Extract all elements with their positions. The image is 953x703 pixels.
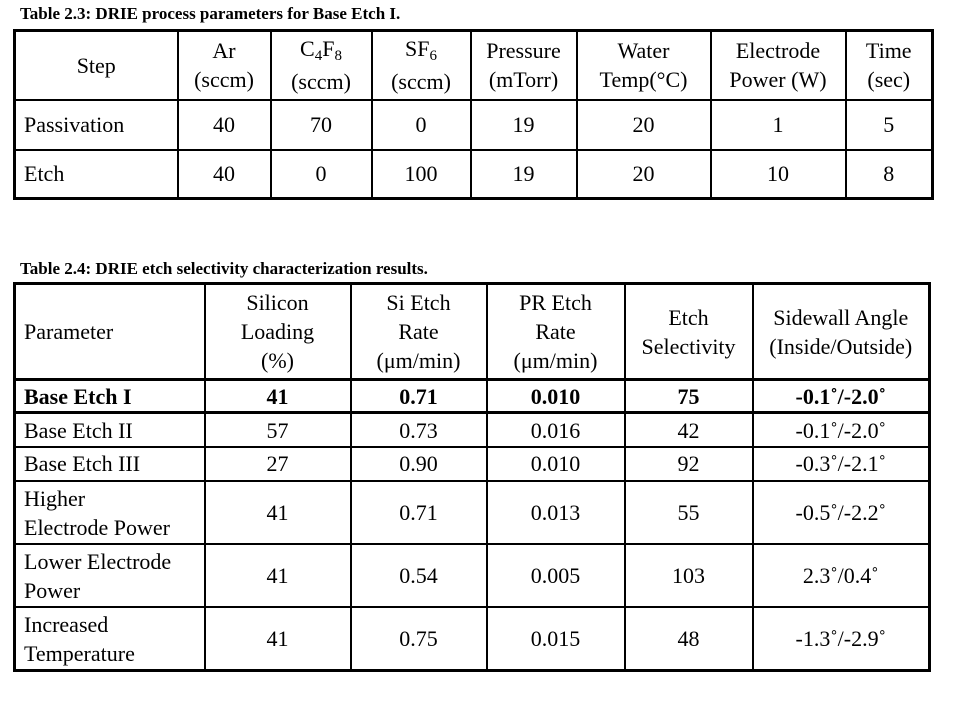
table-cell: 100 xyxy=(372,150,471,199)
process-parameters-table xyxy=(13,29,934,200)
table-row xyxy=(15,100,933,150)
table-cell: -0.1˚/-2.0˚ xyxy=(753,380,930,413)
table-cell: 0.010 xyxy=(487,447,625,481)
table-cell: -0.3˚/-2.1˚ xyxy=(753,447,930,481)
table-cell: 0 xyxy=(271,150,372,199)
table-cell: 75 xyxy=(625,380,753,413)
table-cell: 92 xyxy=(625,447,753,481)
header-ar: Ar (sccm) xyxy=(178,31,271,100)
table-cell: -0.1˚/-2.0˚ xyxy=(753,413,930,447)
table-cell: 27 xyxy=(205,447,351,481)
table-row xyxy=(15,150,933,199)
table-row xyxy=(15,380,930,413)
table-cell: 41 xyxy=(205,544,351,607)
table1-header-row xyxy=(15,31,933,100)
table1-caption: Table 2.3: DRIE process parameters for Base Etch I. xyxy=(20,4,401,23)
table-cell: 20 xyxy=(577,100,711,150)
table-cell: 40 xyxy=(178,100,271,150)
table-cell: 70 xyxy=(271,100,372,150)
table-cell: 19 xyxy=(471,150,577,199)
header-etch-selectivity: Etch Selectivity xyxy=(625,284,753,380)
table-cell: 55 xyxy=(625,481,753,544)
step-name: Etch xyxy=(15,150,178,199)
header-sf6: SF6 (sccm) xyxy=(372,31,471,100)
header-time: Time (sec) xyxy=(846,31,933,100)
table2-caption: Table 2.4: DRIE etch selectivity characterization results. xyxy=(20,259,428,278)
table-cell: 0.54 xyxy=(351,544,487,607)
table-cell: 0.010 xyxy=(487,380,625,413)
header-step: Step xyxy=(15,31,178,100)
table-cell: 0 xyxy=(372,100,471,150)
table-cell: 40 xyxy=(178,150,271,199)
table-cell: 5 xyxy=(846,100,933,150)
table-cell: 103 xyxy=(625,544,753,607)
table-cell: 0.016 xyxy=(487,413,625,447)
table-cell: 0.005 xyxy=(487,544,625,607)
table-cell: 1 xyxy=(711,100,846,150)
table-cell: 0.75 xyxy=(351,607,487,670)
table-cell: -0.5˚/-2.2˚ xyxy=(753,481,930,544)
table-cell: 0.015 xyxy=(487,607,625,670)
table-cell: 0.71 xyxy=(351,380,487,413)
table-row xyxy=(15,447,930,481)
header-si-etch-rate: Si Etch Rate (μm/min) xyxy=(351,284,487,380)
header-water-temp: Water Temp(°C) xyxy=(577,31,711,100)
table-cell: 2.3˚/0.4˚ xyxy=(753,544,930,607)
table-row xyxy=(15,413,930,447)
header-sidewall-angle: Sidewall Angle (Inside/Outside) xyxy=(753,284,930,380)
parameter-name: Base Etch II xyxy=(15,413,205,447)
etch-selectivity-table xyxy=(13,282,931,672)
parameter-name: Increased Temperature xyxy=(15,607,205,670)
table-cell: 8 xyxy=(846,150,933,199)
table-cell: 41 xyxy=(205,481,351,544)
table-cell: 41 xyxy=(205,380,351,413)
parameter-name: Lower Electrode Power xyxy=(15,544,205,607)
table-row xyxy=(15,607,930,670)
table-cell: 10 xyxy=(711,150,846,199)
parameter-name: Base Etch III xyxy=(15,447,205,481)
parameter-name: Base Etch I xyxy=(15,380,205,413)
header-c4f8: C4F8 (sccm) xyxy=(271,31,372,100)
table-cell: 41 xyxy=(205,607,351,670)
header-pr-etch-rate: PR Etch Rate (μm/min) xyxy=(487,284,625,380)
table-cell: 48 xyxy=(625,607,753,670)
table-cell: 0.73 xyxy=(351,413,487,447)
table-cell: -1.3˚/-2.9˚ xyxy=(753,607,930,670)
table-cell: 0.71 xyxy=(351,481,487,544)
table-row xyxy=(15,481,930,544)
table-cell: 19 xyxy=(471,100,577,150)
header-pressure: Pressure (mTorr) xyxy=(471,31,577,100)
table-cell: 42 xyxy=(625,413,753,447)
header-electrode-power: Electrode Power (W) xyxy=(711,31,846,100)
table-cell: 57 xyxy=(205,413,351,447)
table-cell: 20 xyxy=(577,150,711,199)
header-silicon-loading: Silicon Loading (%) xyxy=(205,284,351,380)
table2-header-row xyxy=(15,284,930,380)
parameter-name: Higher Electrode Power xyxy=(15,481,205,544)
table-cell: 0.013 xyxy=(487,481,625,544)
header-parameter: Parameter xyxy=(15,284,205,380)
table-row xyxy=(15,544,930,607)
step-name: Passivation xyxy=(15,100,178,150)
table-cell: 0.90 xyxy=(351,447,487,481)
